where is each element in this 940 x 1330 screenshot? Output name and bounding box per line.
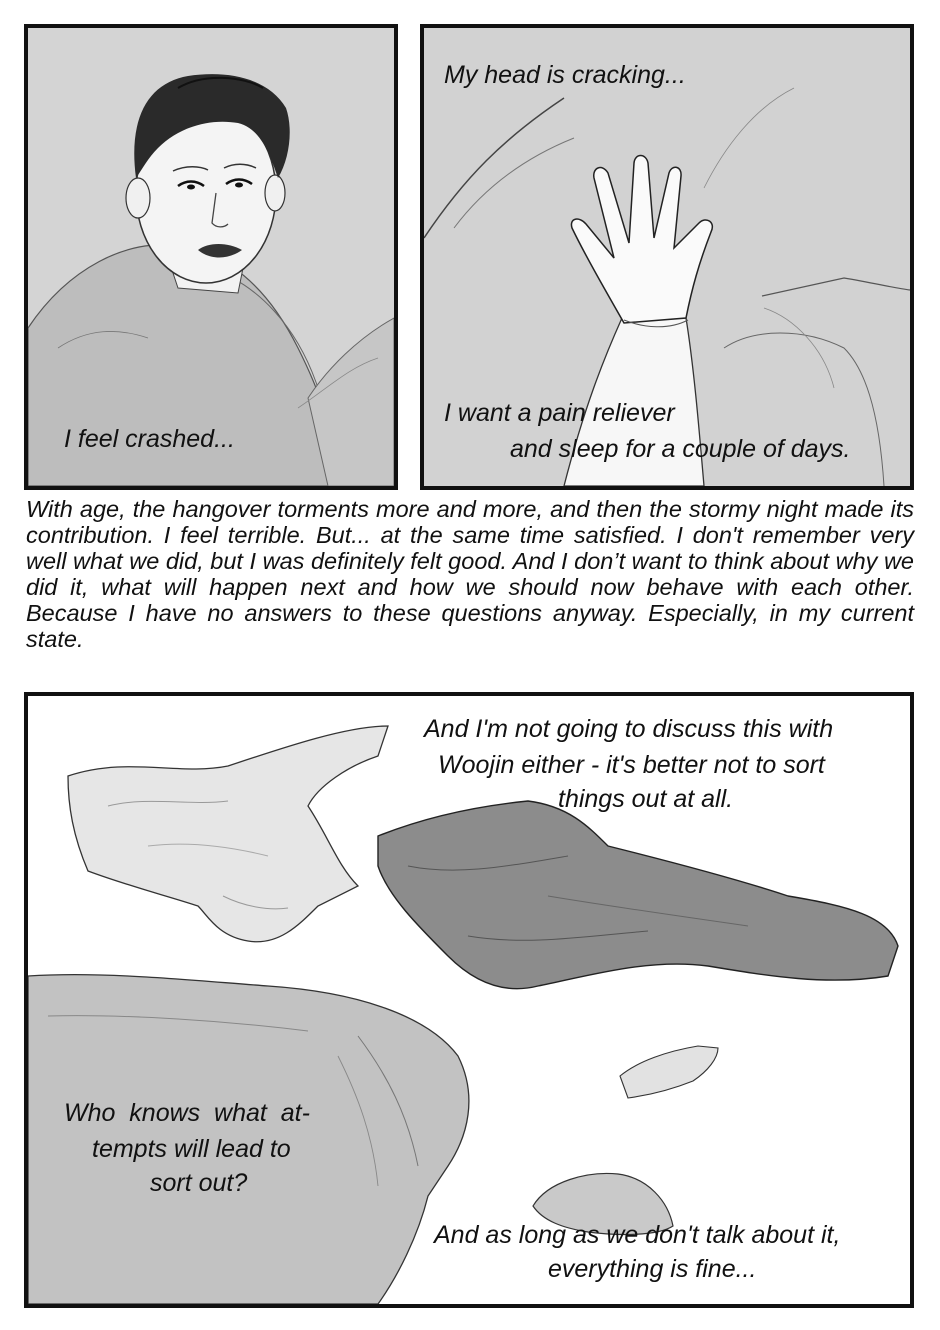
man-illustration [28,28,394,486]
panel-scattered-clothes [24,692,914,1308]
caption-who-knows-1: Who knows what at- [64,1099,310,1127]
caption-not-discuss-3: things out at all. [558,785,734,813]
caption-sleep-days: and sleep for a couple of days. [510,435,851,463]
narration-text: With age, the hangover torments more and more, and then the stormy night made its contribution. I feel terrible. But... at the same time satisfied. I don't remember very well what we did, but I was definitely felt good. And I don’t want to think about why we did it, what will happen next and how we should now behave with each other. Because I have no answers to these questions anyway. Especially, in my current state. [26,496,914,652]
caption-pain-reliever: I want a pain reliever [444,399,675,427]
caption-who-knows-3: sort out? [150,1169,248,1197]
caption-who-knows-2: tempts will lead to [92,1135,291,1163]
panel-man-waking [24,24,398,490]
clothes-illustration [28,696,910,1304]
caption-feel-crashed: I feel crashed... [64,425,235,453]
caption-long-as-2: everything is fine... [548,1255,757,1283]
caption-long-as-1: And as long as we don't talk about it, [434,1221,841,1249]
caption-head-cracking: My head is cracking... [444,61,686,89]
panel-hand-reaching [420,24,914,490]
caption-not-discuss-1: And I'm not going to discuss this with [424,715,834,743]
caption-not-discuss-2: Woojin either - it's better not to sort [438,751,825,779]
